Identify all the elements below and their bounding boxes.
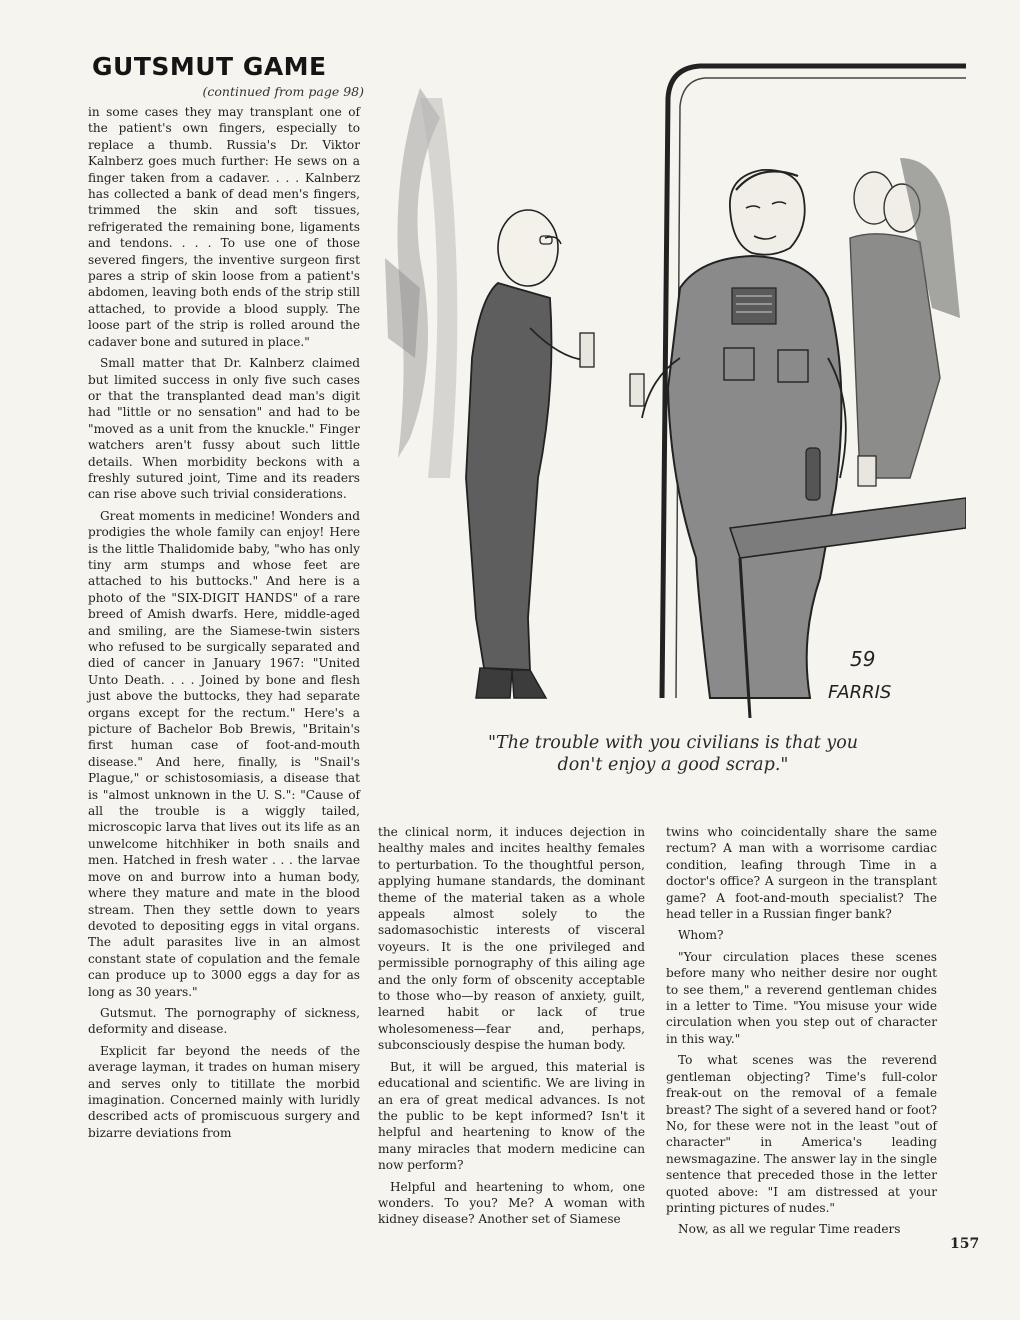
signature-name: FARRIS xyxy=(828,682,892,703)
text-column-2 xyxy=(378,824,645,1233)
paragraph: Now, as all we regular Time readers xyxy=(678,1222,901,1237)
signature-number: 59 xyxy=(850,647,876,671)
text-column-1 xyxy=(88,104,360,1146)
cartoon-illustration xyxy=(380,58,966,718)
paragraph: Explicit far beyond the needs of the average layman, it trades on human misery and serves only to titillate the morbid imagination. Concerned mainly with luridly described acts of promiscuous surgery and bizarre deviations from xyxy=(88,1043,360,1140)
background-guests xyxy=(850,158,960,478)
paragraph: To what scenes was the reverend gentleman objecting? Time's full-color freak-out on the removal of a female breast? The sight of a severed hand or foot? No, for these were not in the least "out of character" in America's leading newsmagazine. The answer lay in the single sentence that preceded those in the letter quoted above: "I am distressed at your printing pictures of nudes." xyxy=(666,1053,937,1215)
paragraph: But, it will be argued, this material is educational and scientific. We are living in an era of great medical advances. Is not the public to be kept informed? Isn't it helpful and heartening to know of the many miracles that modern medicine can now perform? xyxy=(378,1059,645,1173)
text-column-3 xyxy=(666,824,937,1243)
paragraph: "Your circulation places these scenes before many who neither desire nor ought to see them," a reverend gentleman chides in a letter to Time. "You misuse your wide circulation when you step out of character in this way." xyxy=(666,949,937,1046)
medal-ribbons xyxy=(732,288,776,324)
caption-line: don't enjoy a good scrap." xyxy=(557,755,789,775)
continued-note: (continued from page 98) xyxy=(202,84,364,99)
paragraph: in some cases they may transplant one of the patient's own fingers, especially to replace a thumb. Russia's Dr. Viktor Kalnberz goes much further: He sews on a finger taken from a cadaver. . . . Kalnberz has collected a bank of dead men's fingers, trimmed the skin and soft tissues, refrigerated the remaining bone, ligaments and tendons. . . . To use one of those severed fingers, the inventive surgeon first pares a strip of skin loose from a patient's abdomen, leaving both ends of the strip still attached, to provide a blood supply. The loose part of the strip is rolled around the cadaver bone and sutured in place." xyxy=(88,105,360,349)
paragraph: Gutsmut. The pornography of sickness, deformity and disease. xyxy=(88,1005,360,1037)
paragraph: twins who coincidentally share the same rectum? A man with a worrisome cardiac condition, leafing through Time in a doctor's office? A surgeon in the transplant game? A foot-and-mouth specialist? The head teller in a Russian finger bank? xyxy=(666,825,937,922)
paragraph: Great moments in medicine! Wonders and prodigies the whole family can enjoy! Here is the little Thalidomide baby, "who has only tiny arm stumps and whose feet are attached to his buttocks." And here is a photo of the "SIX-DIGIT HANDS" of a rare breed of Amish dwarfs. Here, middle-aged and smiling, are the Siamese-twin sisters who refused to be surgically separated and died of cancer in January 1967: "United Unto Death. . . . Joined by bone and flesh just above the buttocks, they had separate organs except for the rectum." Here's a picture of Bachelor Bob Brewis, "Britain's first human case of foot-and-mouth disease." And here, finally, is "Snail's Plague," or schistosomiasis, a disease that is "almost unknown in the U. S.": "Cause of all the trouble is a wiggly tailed, microscopic larva that lives out its life as an unwelcome hitchhiker in both snails and men. Hatched in fresh water . . . the larvae move on and burrow into a human body, where they mature and mate in the blood stream. Then they settle down to years devoted to depositing eggs in vital organs. The adult parasites live in an almost constant state of copulation and the female can produce up to 3000 eggs a day for as long as 30 years." xyxy=(88,508,360,999)
civilian-figure xyxy=(466,210,594,698)
article-title: GUTSMUT GAME xyxy=(92,52,327,81)
caption-line: "The trouble with you civilians is that you xyxy=(487,733,859,753)
paragraph: Helpful and heartening to whom, one wonders. To you? Me? A woman with kidney disease? Another set of Siamese xyxy=(378,1179,645,1227)
paragraph: Whom? xyxy=(678,928,724,943)
page-number: 157 xyxy=(950,1236,980,1252)
cartoon-caption xyxy=(380,732,966,776)
paragraph: Small matter that Dr. Kalnberz claimed but limited success in only five such cases or that the transplanted dead man's digit had "little or no sensation" and had to be "moved as a unit from the knuckle." Finger watchers aren't fussy about such little details. When morbidity beckons with a freshly sutured joint, Time and its readers can rise above such trivial considerations. xyxy=(88,356,360,502)
paragraph: the clinical norm, it induces dejection in healthy males and incites healthy females to perturbation. To the thoughtful person, applying humane standards, the dominant theme of the material taken as a whole appeals almost solely to the sadomasochistic interests of visceral voyeurs. It is the one privileged and permissible pornography of this ailing age and the only form of obscenity acceptable to those who—by reason of anxiety, guilt, learned habit or lack of true wholesomeness—fear and, perhaps, subconsciously despise the human body. xyxy=(378,825,645,1053)
